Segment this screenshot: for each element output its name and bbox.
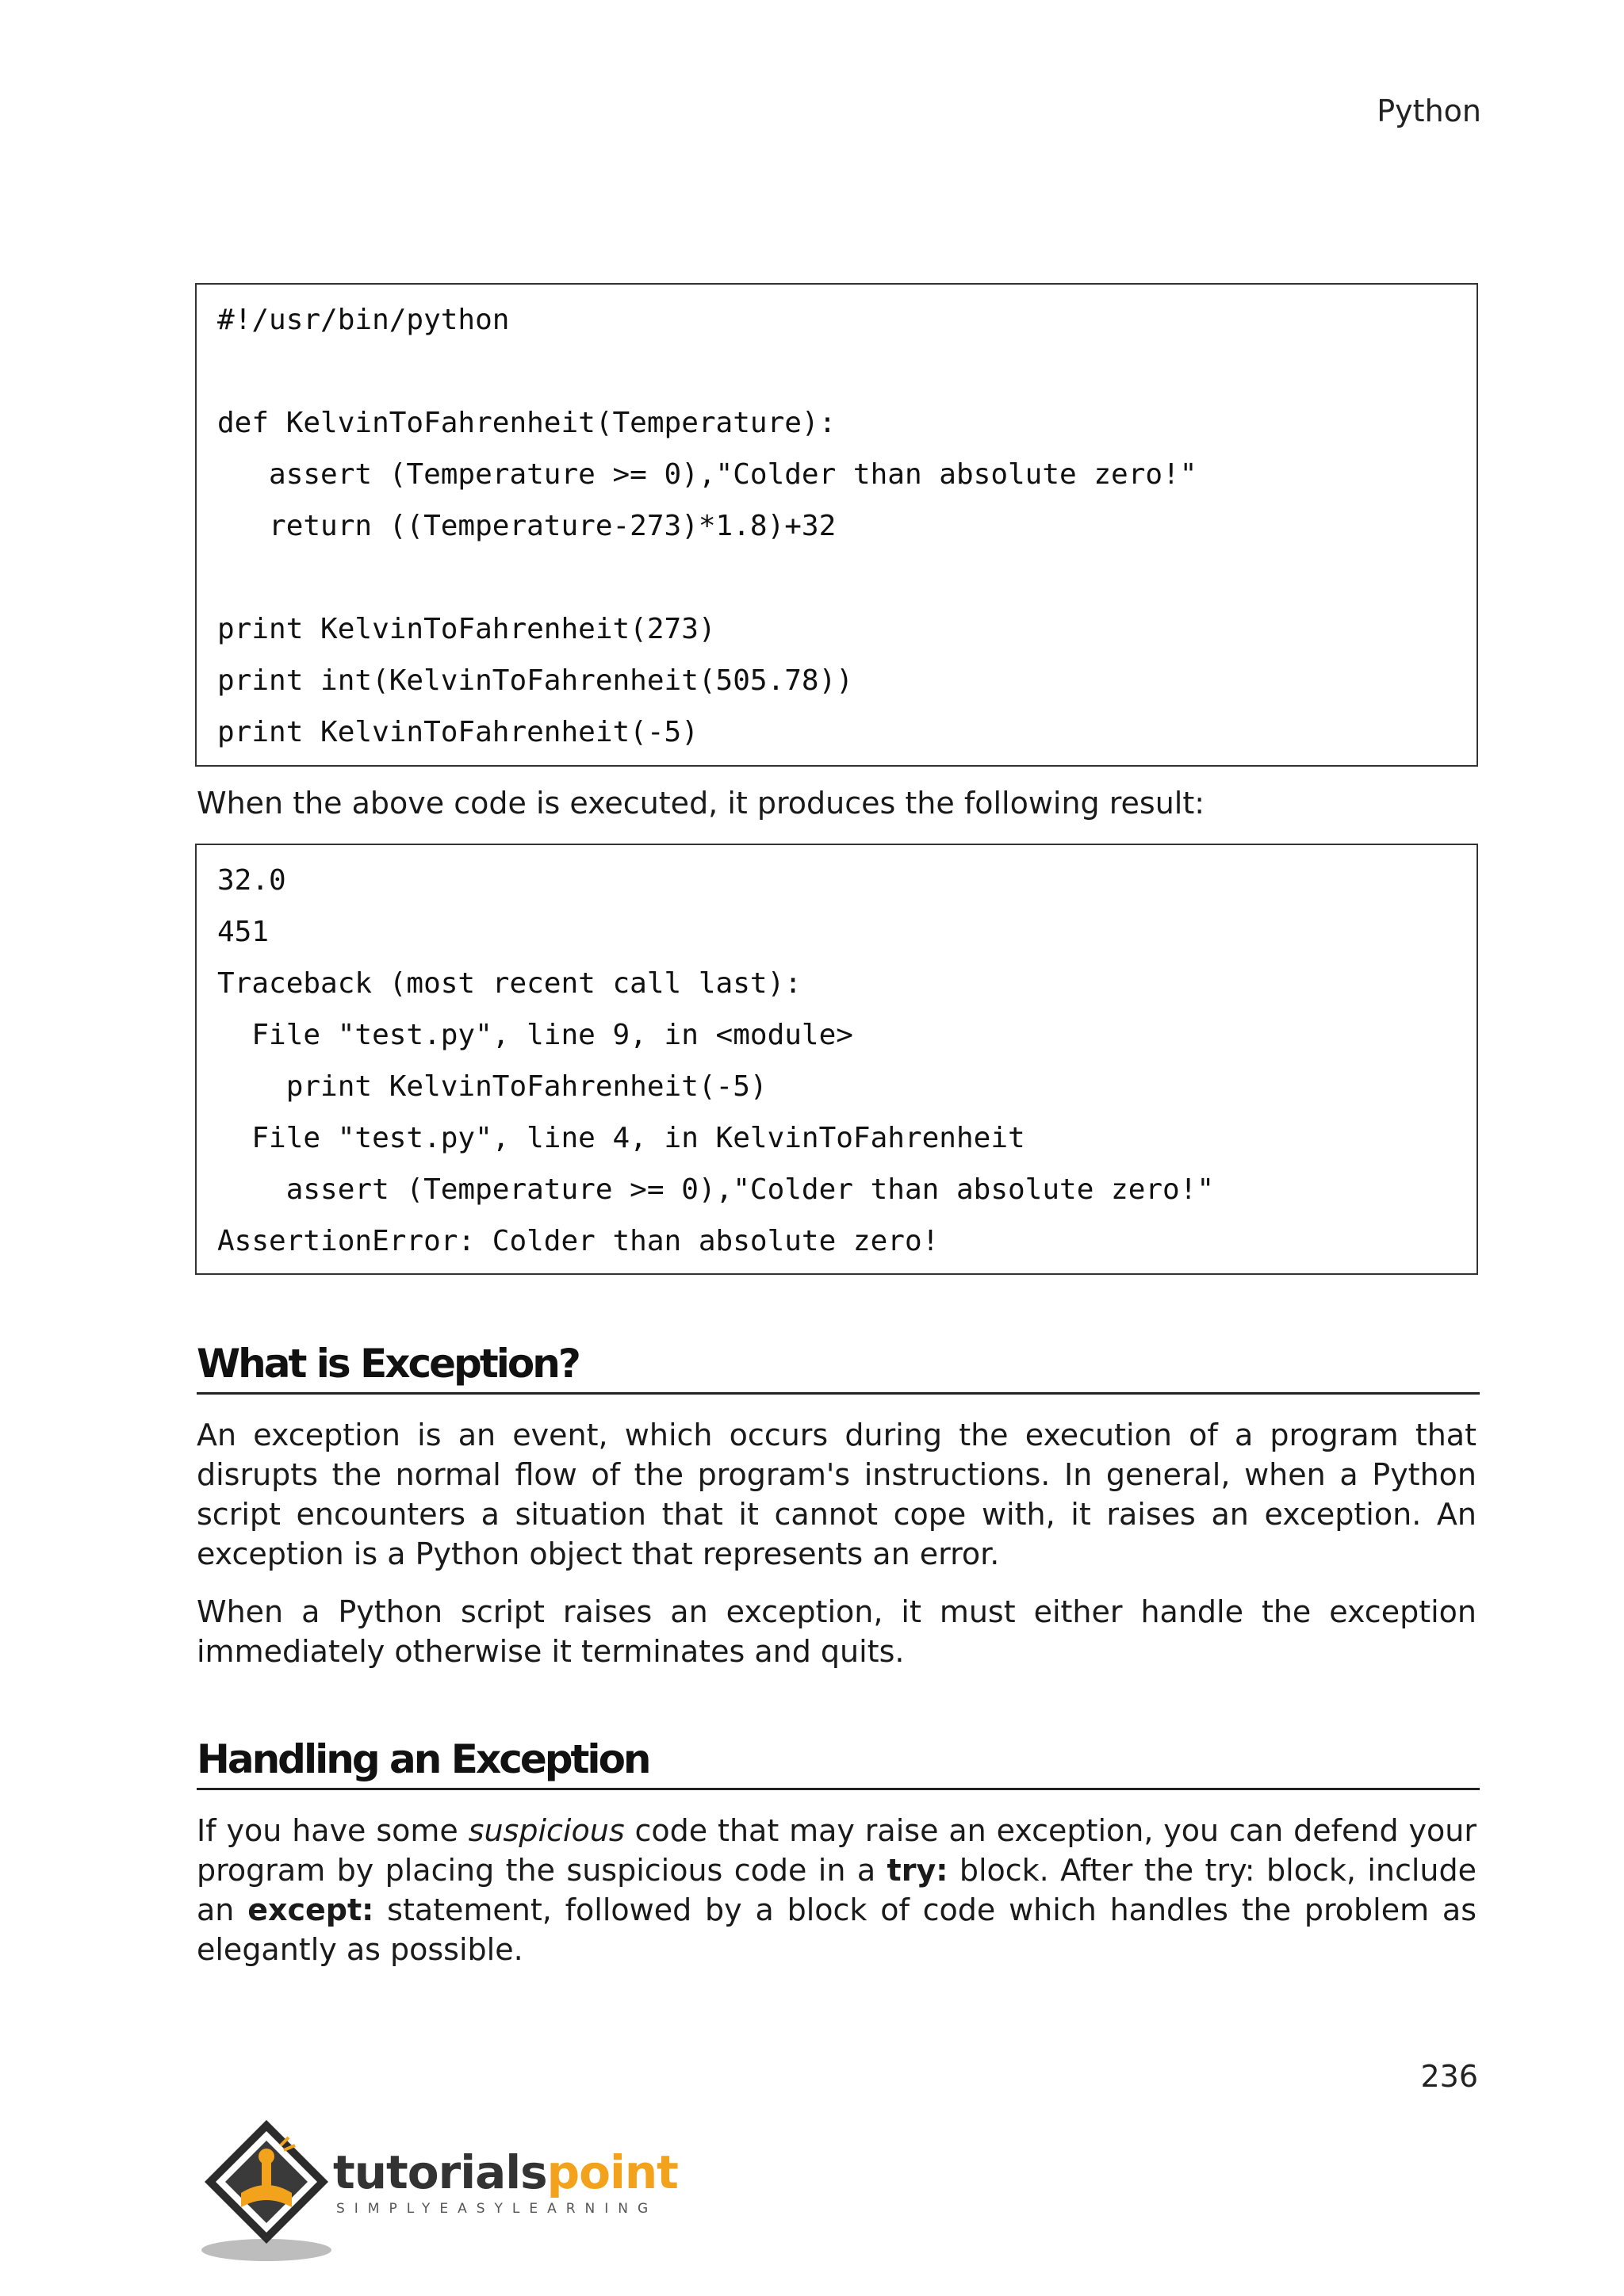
italic-text: suspicious — [468, 1813, 625, 1848]
tutorialspoint-logo — [195, 2114, 687, 2264]
output-line: File "test.py", line 9, in <module> — [217, 1019, 853, 1051]
exception-paragraph-2: When a Python script raises an exception, it must either handle the exception immediately otherwise it terminates and quits. — [197, 1594, 1477, 1669]
code-line — [217, 346, 1456, 397]
logo-tagline: SIMPLYEASYLEARNING — [336, 2201, 658, 2217]
code-block-source — [195, 283, 1478, 767]
handling-paragraph — [197, 1811, 1477, 1969]
text-run: statement, followed by a block of code which handles the problem as elegantly as possible. — [197, 1892, 1477, 1967]
output-line: Traceback (most recent call last): — [217, 967, 802, 1000]
logo-word-point: point — [546, 2145, 678, 2199]
code-line: return ((Temperature-273)*1.8)+32 — [217, 510, 837, 542]
code-line — [217, 552, 1456, 603]
bold-keyword-try: try: — [887, 1853, 948, 1888]
output-line: AssertionError: Colder than absolute zero! — [217, 1225, 940, 1257]
logo-wordmark — [333, 2145, 678, 2199]
code-line: print int(KelvinToFahrenheit(505.78)) — [217, 664, 853, 697]
code-line: print KelvinToFahrenheit(273) — [217, 613, 716, 645]
logo-word-tutorials: tutorials — [333, 2145, 547, 2199]
section-heading-handling: Handling an Exception — [197, 1735, 1480, 1790]
output-line: 451 — [217, 916, 270, 948]
output-line: assert (Temperature >= 0),"Colder than absolute zero!" — [217, 1173, 1215, 1206]
bold-keyword-except: except: — [247, 1892, 374, 1927]
exception-paragraph-1: An exception is an event, which occurs during the execution of a program that disrupts the normal flow of the program's instructions. In general, when a Python script encounters a situation that it cannot cope with, it raises an exception. An exception is a Python object that represents an error. — [197, 1418, 1477, 1571]
running-header: Python — [1377, 94, 1481, 128]
section-heading-exception: What is Exception? — [197, 1340, 1480, 1395]
logo-emblem-icon — [195, 2114, 338, 2264]
code-block-output — [195, 844, 1478, 1275]
code-line: print KelvinToFahrenheit(-5) — [217, 716, 699, 748]
output-line: File "test.py", line 4, in KelvinToFahrenheit — [217, 1122, 1025, 1154]
text-run: If you have some — [197, 1813, 469, 1848]
output-line: 32.0 — [217, 864, 286, 897]
text-run: block. After the try: block, include an — [197, 1853, 1477, 1927]
page-number: 236 — [1420, 2059, 1478, 2094]
output-line: print KelvinToFahrenheit(-5) — [217, 1070, 768, 1103]
result-intro-text: When the above code is executed, it produces the following result: — [197, 786, 1205, 821]
text-run: code that may raise an exception, you can defend your program by placing the suspicious code in a — [197, 1813, 1477, 1888]
code-line: def KelvinToFahrenheit(Temperature): — [217, 407, 837, 439]
code-line: #!/usr/bin/python — [217, 304, 510, 336]
code-line: assert (Temperature >= 0),"Colder than absolute zero!" — [217, 458, 1197, 491]
